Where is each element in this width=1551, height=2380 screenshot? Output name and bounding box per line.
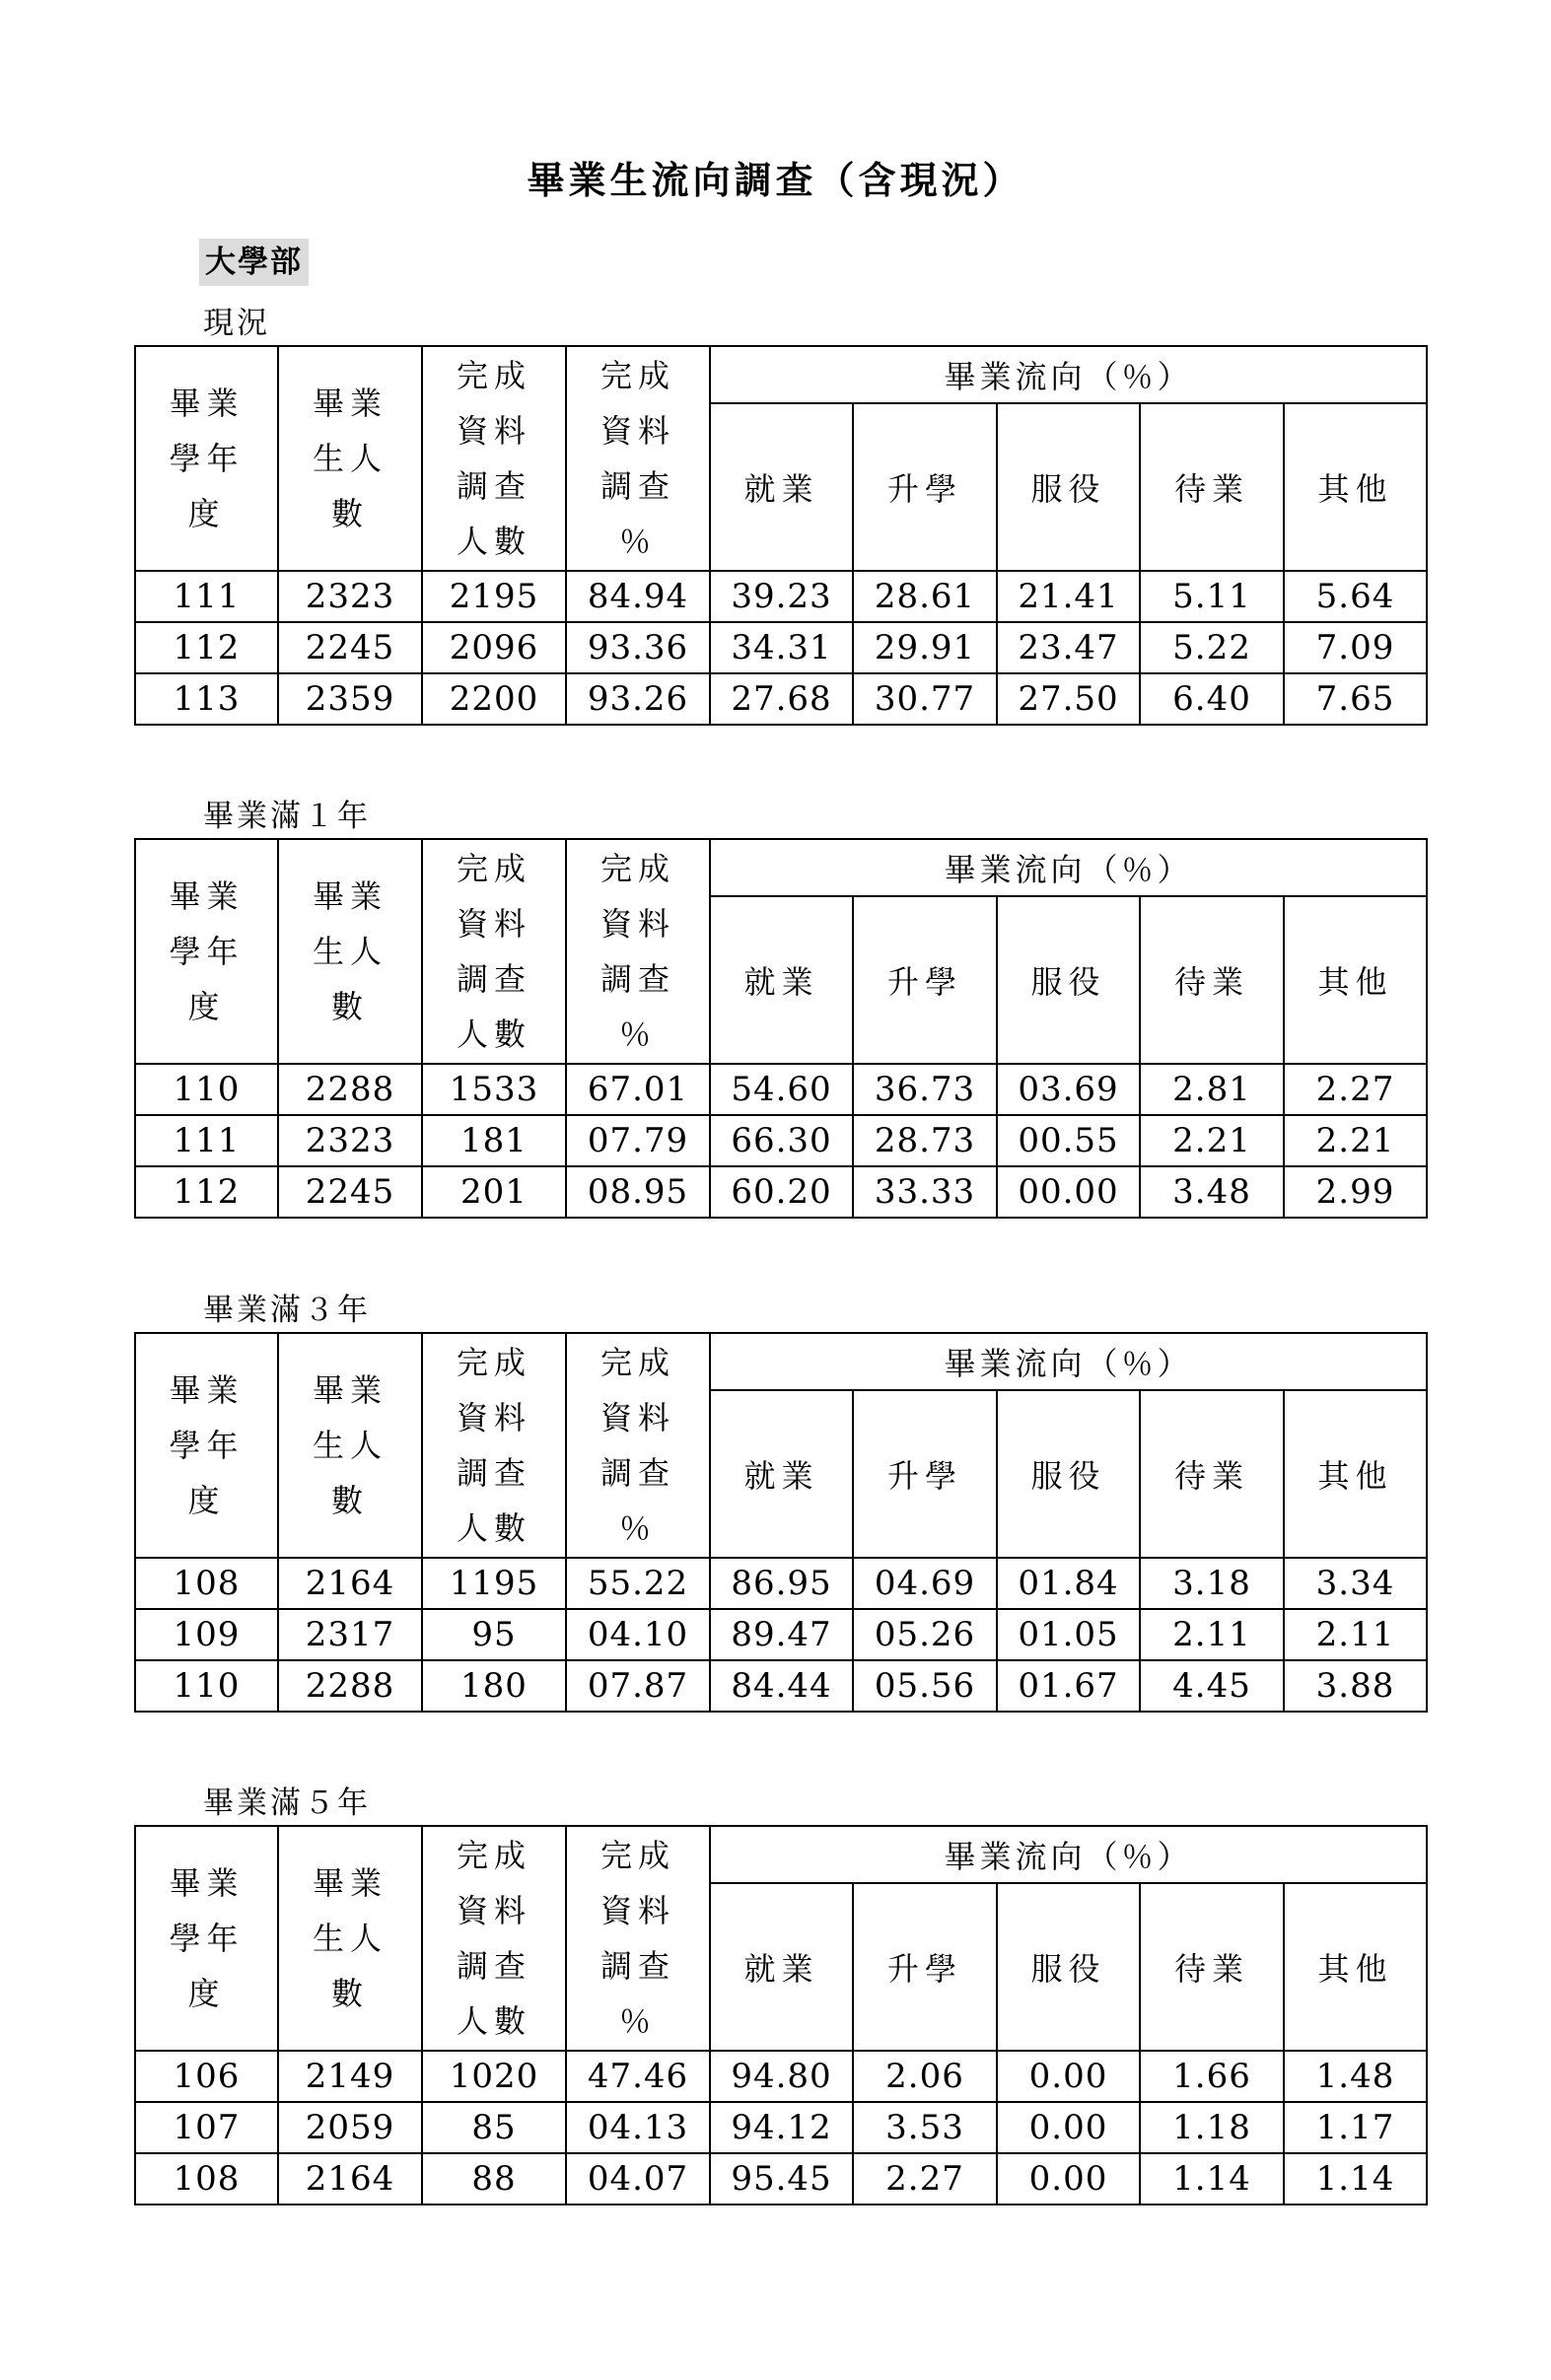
table-cell: 08.95 — [566, 1166, 710, 1218]
table-cell: 2.99 — [1284, 1166, 1427, 1218]
table-cell: 2.27 — [1284, 1064, 1427, 1115]
header-line: ％ — [618, 2002, 657, 2040]
header-year — [135, 1826, 278, 2051]
survey-table — [134, 1825, 1428, 2205]
table-cell: 30.77 — [853, 673, 997, 725]
header-row — [135, 1826, 1427, 1883]
section-label: 畢業滿５年 — [203, 1785, 371, 1821]
table-cell: 2359 — [278, 673, 422, 725]
table-cell: 201 — [422, 1166, 566, 1218]
table-cell: 60.20 — [710, 1166, 853, 1218]
table-cell: 2195 — [422, 571, 566, 622]
table-cell: 113 — [135, 673, 278, 725]
table-cell: 3.18 — [1140, 1558, 1284, 1609]
table-cell: 33.33 — [853, 1166, 997, 1218]
header-completed — [422, 839, 566, 1064]
table-cell: 2288 — [278, 1660, 422, 1712]
header-military: 服役 — [997, 403, 1140, 571]
table-cell: 95.45 — [710, 2153, 853, 2205]
header-line: 調查 — [456, 1454, 531, 1492]
header-destination: 畢業流向（％） — [710, 1333, 1427, 1390]
table-cell: 00.00 — [997, 1166, 1140, 1218]
header-line: 畢業 — [312, 1371, 388, 1409]
table-row — [135, 571, 1427, 622]
header-year — [135, 1333, 278, 1558]
table-cell: 27.68 — [710, 673, 853, 725]
table-cell: 1.66 — [1140, 2051, 1284, 2102]
header-line: 資料 — [599, 1892, 675, 1929]
header-line: 完成 — [456, 850, 531, 887]
header-employed: 就業 — [710, 1883, 853, 2051]
header-line: 資料 — [456, 905, 531, 943]
table-cell: 86.95 — [710, 1558, 853, 1609]
table-cell: 2323 — [278, 571, 422, 622]
table-cell: 181 — [422, 1115, 566, 1166]
header-graduates — [278, 1826, 422, 2051]
table-cell: 4.45 — [1140, 1660, 1284, 1712]
header-unemployed: 待業 — [1140, 1390, 1284, 1558]
table-cell: 108 — [135, 1558, 278, 1609]
table-cell: 110 — [135, 1064, 278, 1115]
table-cell: 36.73 — [853, 1064, 997, 1115]
table-cell: 04.10 — [566, 1609, 710, 1660]
header-other: 其他 — [1284, 1883, 1427, 2051]
table-cell: 112 — [135, 622, 278, 673]
section-label: 畢業滿１年 — [203, 799, 371, 834]
table-cell: 1.48 — [1284, 2051, 1427, 2102]
header-graduates — [278, 346, 422, 571]
table-cell: 55.22 — [566, 1558, 710, 1609]
survey-table — [134, 345, 1428, 726]
table-cell: 04.69 — [853, 1558, 997, 1609]
header-line: 資料 — [599, 412, 675, 450]
survey-table — [134, 838, 1428, 1219]
table-cell: 39.23 — [710, 571, 853, 622]
header-line: 畢業 — [312, 1864, 388, 1902]
table-cell: 28.73 — [853, 1115, 997, 1166]
table-cell: 05.56 — [853, 1660, 997, 1712]
header-completed — [422, 1826, 566, 2051]
header-line: 畢業 — [312, 877, 388, 915]
header-line: 度 — [187, 1482, 226, 1519]
header-destination: 畢業流向（％） — [710, 346, 1427, 403]
header-line: 畢業 — [169, 1864, 245, 1902]
table-cell: 1195 — [422, 1558, 566, 1609]
table-row — [135, 1558, 1427, 1609]
header-further-study: 升學 — [853, 1883, 997, 2051]
header-line: 數 — [330, 495, 369, 532]
header-line: 學年 — [169, 1427, 245, 1464]
table-cell: 07.87 — [566, 1660, 710, 1712]
table-cell: 1020 — [422, 2051, 566, 2102]
table-cell: 111 — [135, 1115, 278, 1166]
header-unemployed: 待業 — [1140, 1883, 1284, 2051]
header-line: 完成 — [599, 850, 675, 887]
table-cell: 2.11 — [1284, 1609, 1427, 1660]
table-cell: 2.27 — [853, 2153, 997, 2205]
header-line: 資料 — [599, 905, 675, 943]
header-completed-pct — [566, 1333, 710, 1558]
table-cell: 3.53 — [853, 2102, 997, 2153]
table-cell: 1.14 — [1140, 2153, 1284, 2205]
table-cell: 66.30 — [710, 1115, 853, 1166]
table-cell: 23.47 — [997, 622, 1140, 673]
header-line: 調查 — [599, 1454, 675, 1492]
table-cell: 54.60 — [710, 1064, 853, 1115]
table-cell: 29.91 — [853, 622, 997, 673]
table-cell: 03.69 — [997, 1064, 1140, 1115]
table-cell: 2.81 — [1140, 1064, 1284, 1115]
table-cell: 7.09 — [1284, 622, 1427, 673]
header-destination: 畢業流向（％） — [710, 1826, 1427, 1883]
header-line: 完成 — [456, 1837, 531, 1874]
header-line: 調查 — [456, 467, 531, 505]
table-cell: 2288 — [278, 1064, 422, 1115]
header-graduates — [278, 1333, 422, 1558]
header-line: 生人 — [312, 1427, 388, 1464]
header-line: 資料 — [599, 1399, 675, 1436]
table-cell: 89.47 — [710, 1609, 853, 1660]
header-line: 完成 — [456, 357, 531, 394]
table-cell: 84.94 — [566, 571, 710, 622]
table-cell: 180 — [422, 1660, 566, 1712]
table-cell: 5.22 — [1140, 622, 1284, 673]
header-line: 完成 — [599, 1837, 675, 1874]
table-row — [135, 2051, 1427, 2102]
header-further-study: 升學 — [853, 403, 997, 571]
table-cell: 47.46 — [566, 2051, 710, 2102]
table-cell: 05.26 — [853, 1609, 997, 1660]
header-other: 其他 — [1284, 896, 1427, 1064]
table-cell: 2096 — [422, 622, 566, 673]
table-cell: 84.44 — [710, 1660, 853, 1712]
header-row — [135, 346, 1427, 403]
table-cell: 0.00 — [997, 2051, 1140, 2102]
table-cell: 2.06 — [853, 2051, 997, 2102]
table-cell: 1.14 — [1284, 2153, 1427, 2205]
header-line: 生人 — [312, 933, 388, 970]
header-line: 畢業 — [169, 385, 245, 422]
header-further-study: 升學 — [853, 896, 997, 1064]
header-unemployed: 待業 — [1140, 896, 1284, 1064]
header-completed-pct — [566, 1826, 710, 2051]
table-row — [135, 1609, 1427, 1660]
table-cell: 2245 — [278, 622, 422, 673]
table-cell: 109 — [135, 1609, 278, 1660]
table-cell: 21.41 — [997, 571, 1140, 622]
header-military: 服役 — [997, 896, 1140, 1064]
table-cell: 93.26 — [566, 673, 710, 725]
header-line: 度 — [187, 1975, 226, 2012]
table-cell: 7.65 — [1284, 673, 1427, 725]
table-cell: 2200 — [422, 673, 566, 725]
table-cell: 93.36 — [566, 622, 710, 673]
table-cell: 2059 — [278, 2102, 422, 2153]
table-cell: 5.11 — [1140, 571, 1284, 622]
header-line: 度 — [187, 988, 226, 1025]
header-line: 完成 — [456, 1344, 531, 1381]
table-cell: 108 — [135, 2153, 278, 2205]
table-cell: 5.64 — [1284, 571, 1427, 622]
table-cell: 2.21 — [1140, 1115, 1284, 1166]
header-line: 數 — [330, 988, 369, 1025]
header-line: 資料 — [456, 1399, 531, 1436]
header-other: 其他 — [1284, 1390, 1427, 1558]
header-line: 畢業 — [169, 1371, 245, 1409]
table-row — [135, 1115, 1427, 1166]
header-line: 調查 — [599, 960, 675, 998]
table-cell: 2317 — [278, 1609, 422, 1660]
table-cell: 2323 — [278, 1115, 422, 1166]
header-line: 資料 — [456, 412, 531, 450]
table-cell: 01.84 — [997, 1558, 1140, 1609]
header-line: 度 — [187, 495, 226, 532]
header-completed — [422, 1333, 566, 1558]
table-cell: 2164 — [278, 2153, 422, 2205]
header-line: 人數 — [456, 523, 531, 560]
header-line: 調查 — [456, 1947, 531, 1985]
table-cell: 04.07 — [566, 2153, 710, 2205]
department-label: 大學部 — [199, 239, 309, 286]
table-row — [135, 2102, 1427, 2153]
table-row — [135, 2153, 1427, 2205]
header-row — [135, 839, 1427, 896]
header-line: 完成 — [599, 357, 675, 394]
header-line: 人數 — [456, 1509, 531, 1547]
table-cell: 67.01 — [566, 1064, 710, 1115]
header-line: 學年 — [169, 933, 245, 970]
table-cell: 27.50 — [997, 673, 1140, 725]
header-line: 調查 — [599, 1947, 675, 1985]
header-line: ％ — [618, 1015, 657, 1053]
table-cell: 2.11 — [1140, 1609, 1284, 1660]
table-cell: 04.13 — [566, 2102, 710, 2153]
header-year — [135, 346, 278, 571]
header-employed: 就業 — [710, 1390, 853, 1558]
header-line: 調查 — [456, 960, 531, 998]
header-line: ％ — [618, 1509, 657, 1547]
table-cell: 88 — [422, 2153, 566, 2205]
header-other: 其他 — [1284, 403, 1427, 571]
header-military: 服役 — [997, 1390, 1140, 1558]
header-further-study: 升學 — [853, 1390, 997, 1558]
header-completed — [422, 346, 566, 571]
table-row — [135, 1660, 1427, 1712]
table-cell: 2164 — [278, 1558, 422, 1609]
header-completed-pct — [566, 839, 710, 1064]
table-cell: 1533 — [422, 1064, 566, 1115]
table-cell: 01.05 — [997, 1609, 1140, 1660]
header-line: 數 — [330, 1482, 369, 1519]
header-line: 人數 — [456, 1015, 531, 1053]
table-cell: 1.18 — [1140, 2102, 1284, 2153]
header-line: 調查 — [599, 467, 675, 505]
table-cell: 112 — [135, 1166, 278, 1218]
table-cell: 107 — [135, 2102, 278, 2153]
survey-table — [134, 1332, 1428, 1713]
table-cell: 00.55 — [997, 1115, 1140, 1166]
header-destination: 畢業流向（％） — [710, 839, 1427, 896]
header-unemployed: 待業 — [1140, 403, 1284, 571]
table-cell: 6.40 — [1140, 673, 1284, 725]
table-cell: 3.88 — [1284, 1660, 1427, 1712]
table-cell: 28.61 — [853, 571, 997, 622]
header-line: ％ — [618, 523, 657, 560]
table-cell: 94.12 — [710, 2102, 853, 2153]
header-line: 學年 — [169, 440, 245, 477]
table-cell: 111 — [135, 571, 278, 622]
header-employed: 就業 — [710, 403, 853, 571]
header-completed-pct — [566, 346, 710, 571]
table-cell: 3.48 — [1140, 1166, 1284, 1218]
header-line: 生人 — [312, 1920, 388, 1957]
table-cell: 94.80 — [710, 2051, 853, 2102]
header-graduates — [278, 839, 422, 1064]
table-row — [135, 1064, 1427, 1115]
table-cell: 95 — [422, 1609, 566, 1660]
table-cell: 07.79 — [566, 1115, 710, 1166]
table-cell: 0.00 — [997, 2102, 1140, 2153]
header-row — [135, 1333, 1427, 1390]
header-line: 完成 — [599, 1344, 675, 1381]
table-cell: 2245 — [278, 1166, 422, 1218]
table-cell: 34.31 — [710, 622, 853, 673]
table-cell: 106 — [135, 2051, 278, 2102]
header-employed: 就業 — [710, 896, 853, 1064]
table-row — [135, 673, 1427, 725]
header-line: 數 — [330, 1975, 369, 2012]
table-cell: 85 — [422, 2102, 566, 2153]
table-cell: 3.34 — [1284, 1558, 1427, 1609]
header-line: 資料 — [456, 1892, 531, 1929]
header-line: 生人 — [312, 440, 388, 477]
header-line: 畢業 — [169, 877, 245, 915]
header-line: 人數 — [456, 2002, 531, 2040]
table-cell: 110 — [135, 1660, 278, 1712]
table-cell: 01.67 — [997, 1660, 1140, 1712]
section-label: 現況 — [203, 306, 270, 341]
header-year — [135, 839, 278, 1064]
section-label: 畢業滿３年 — [203, 1293, 371, 1328]
table-row — [135, 1166, 1427, 1218]
header-military: 服役 — [997, 1883, 1140, 2051]
page-title: 畢業生流向調查（含現況） — [527, 159, 1024, 202]
table-cell: 2149 — [278, 2051, 422, 2102]
table-row — [135, 622, 1427, 673]
table-cell: 2.21 — [1284, 1115, 1427, 1166]
table-cell: 0.00 — [997, 2153, 1140, 2205]
table-cell: 1.17 — [1284, 2102, 1427, 2153]
header-line: 學年 — [169, 1920, 245, 1957]
header-line: 畢業 — [312, 385, 388, 422]
